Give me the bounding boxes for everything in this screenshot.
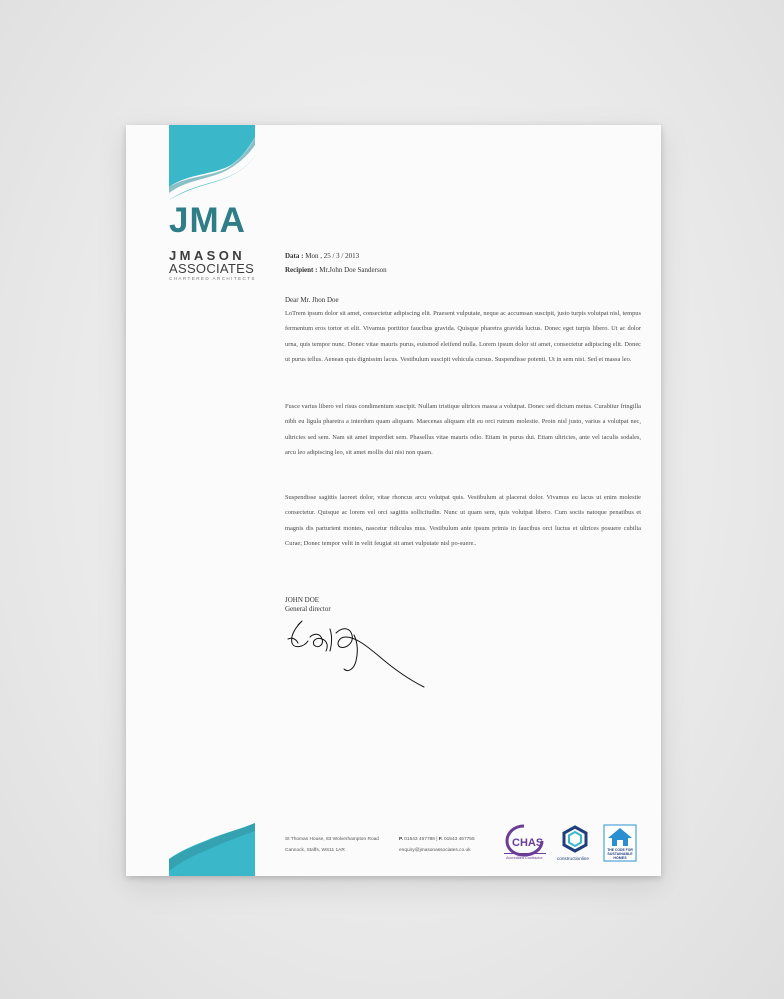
phone-number: 01543 467788: [404, 837, 435, 842]
constructionline-badge-icon: [556, 823, 594, 863]
code-badge-line3: HOMES: [613, 856, 627, 860]
logo-abbreviation: JMA: [169, 201, 246, 240]
recipient-label: Recipient :: [285, 266, 318, 274]
code-badge-line2: SUSTAINABLE: [607, 852, 633, 856]
footer-email: enquiry@jmasonassociates.co.uk: [399, 848, 471, 853]
footer-wave-graphic: [169, 815, 255, 876]
constructionline-badge-label: constructionline: [557, 856, 589, 861]
logo-wave-graphic: [169, 125, 255, 200]
signer-name: JOHN DOE: [285, 596, 320, 604]
body-paragraph-2: Fusce varius libero vel risus condimentum suscipit. Nullam tristique ultrices massa a volutpat. Donec sed dictum metus. Curabitur fringilla nibh eu ligula pharetra a interdum quam aliquam. Maecenas aliquam elit eu orci rutrum molestie. Proin nisl justo, varius a volutpat nec, ultricies sed sem. Nam sit amet imperdiet sem. Phasellus vitae mauris odio. Etiam in purus dui. Etiam ultricies, ante vel iaculis sodales, arcu leo adipiscing leo, sit amet mollis dui nisi non quam.: [285, 403, 641, 457]
chas-badge-sub: Accredited Contractor: [506, 856, 543, 860]
handwritten-signature: [284, 613, 434, 691]
fax-label: F.: [438, 837, 443, 842]
salutation: Dear Mr. Jhon Doe: [285, 296, 339, 304]
phone-label: P.: [399, 837, 403, 842]
logo-tagline: CHARTERED ARCHITECTS: [169, 276, 256, 281]
logo-name-line2: ASSOCIATES: [169, 261, 255, 276]
logo-name-line1: JMASON: [169, 248, 246, 263]
body-paragraph-3: Suspendisse sagittis laoreet dolor, vitae rhoncus arcu volutpat quis. Vestibulum at placerat dolor. Vivamus eu lacus ut enim molestie consectetur. Quisque ac lorem vel orci sagittis sollicitudin. Nunc ut quam sem, quis volutpat libero. Cum sociis natoque penatibus et magnis dis parturient montes, nascetur ridiculus mus. Vestibulum ante ipsum primis in faucibus orci luctus et ultrices posuere cubilia Curae; Donec tempor velit in velit feugiat sit amet vulputate nisl po-suere..: [285, 494, 641, 548]
letterhead-page: [126, 125, 661, 876]
footer-address-line2: Cannock, Staffs, WS11 1AR: [285, 848, 345, 853]
fax-number: 01543 467755: [443, 837, 475, 842]
sustainable-homes-badge-icon: [603, 824, 637, 862]
chas-badge-icon: [502, 823, 548, 863]
footer-address-line1: St Thomas House, 83 Wolverhampton Road: [285, 837, 379, 842]
date-label: Data :: [285, 252, 304, 260]
date-value: Mon , 25 / 3 / 2013: [305, 252, 360, 260]
letter-date: [285, 251, 359, 261]
signer-role: General director: [285, 605, 331, 613]
chas-badge-label: CHAS: [512, 837, 544, 849]
recipient-value: Mr.John Doe Sanderson: [319, 266, 387, 274]
letter-recipient: [285, 265, 387, 275]
separator: |: [436, 837, 438, 842]
body-paragraph-1: LoTrem ipsum dolor sit amet, consectetur adipiscing elit. Praesent vulputate, neque ac accumsan suscipit, justo turpis volutpat nisl, tempus fermentum eros tortor et elit. Vivamus porttitor faucibus gravida. Quisque pharetra gravida luctus. Donec eget turpis libero. Ut ac dolor urna, quis tempor nunc. Donec vitae mauris purus, euismod eleifend nulla. Lorem ipsum dolor sit amet, consectetur adipiscing elit. Donec ut purus tellus. Aenean quis dignissim lacus. Vestibulum suscipit vehicula cursus. Suspendisse potenti. Ut in sem nisi. Sed et massa leo.: [285, 310, 641, 364]
code-badge-line1: THE CODE FOR: [607, 848, 633, 852]
footer-phone-fax: [399, 836, 475, 844]
